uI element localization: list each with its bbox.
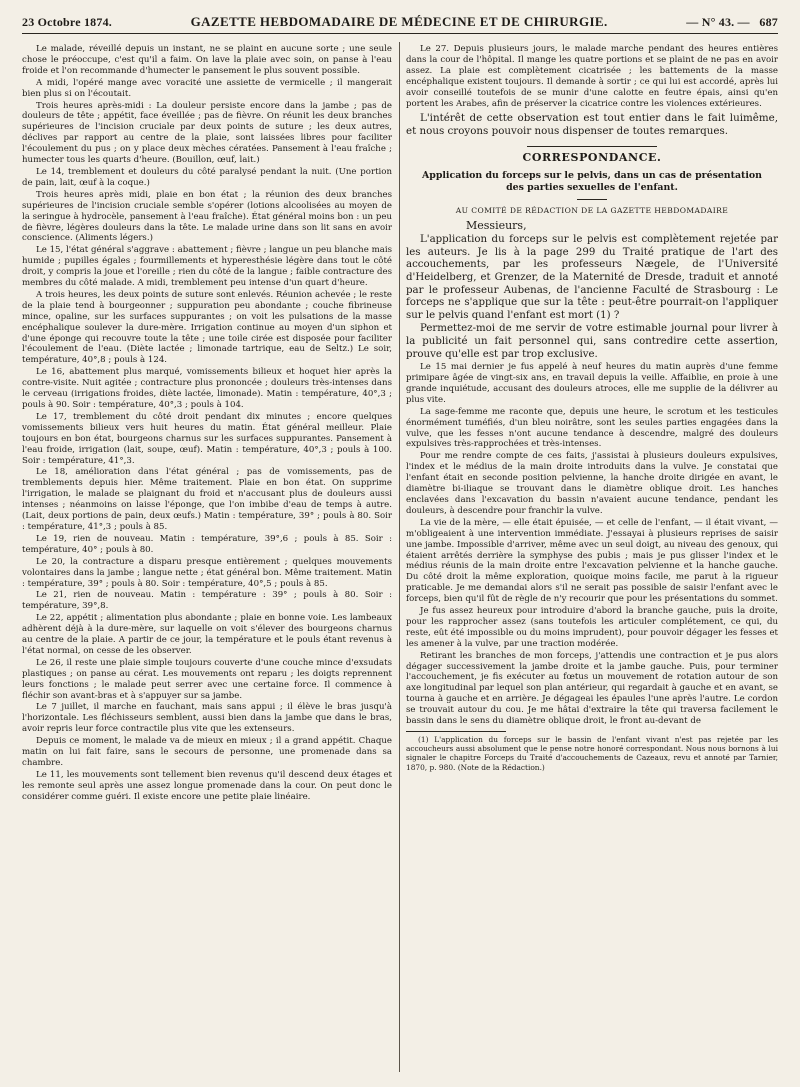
left-column: [22, 44, 392, 804]
title-rule: [577, 199, 607, 200]
paragraph: La vie de la mère, — elle était épuisée, — et celle de l'enfant, — il était vivant, — m'obligeaient à une intervention immédiate. J'essayai à plusieurs reprises de saisir une jambe. Impossible d'arriver, même avec un seul doigt, au niveau des genoux, qui étaient arrêtés derrière la symphyse des pubis ; mais je pus glisser l'index et le médius réunis de la main droite entre l'excavation pelvienne et la hanche gauche. Du côté droit la même exploration, quoique moins facile, me parut à la rigueur praticable. Je me demandai alors s'il ne serait pas possible de saisir l'enfant avec le forceps, bien qu'il fût de règle de n'y recourir que pour les présentations du sommet.: [406, 517, 778, 605]
paragraph: A midi, l'opéré mange avec voracité une assiette de vermicelle ; il mangerait bien plus si on l'écoutait.: [22, 77, 392, 99]
paragraph: Trois heures après midi, plaie en bon état ; la réunion des deux branches supérieures de l'incision cruciale semble s'opérer (lotions alcoolisées au moyen de la seringue à hydrocèle, pansement à l'eau fraîche). État général moins bon : un peu de fièvre, légères douleurs dans la tête. Le malade urine dans son lit sans en avoir conscience. (Aliments légers.): [22, 189, 392, 244]
header-right: [686, 15, 778, 30]
header-date: 23 Octobre 1874.: [22, 15, 112, 29]
paragraph: Le 22, appétit ; alimentation plus abondante ; plaie en bonne voie. Les lambeaux adhèrent déjà à la dure-mère, sur laquelle on voit s'élever des bourgeons charnus au centre de la plaie. A partir de ce jour, la température et le pouls étant revenus à l'état normal, on cesse de les observer.: [22, 613, 392, 656]
column-divider: [399, 42, 400, 1072]
paragraph: Le 7 juillet, il marche en fauchant, mais sans appui ; il élève le bras jusqu'à l'horizontale. Les fléchisseurs semblent, aussi bien dans la jambe que dans le bras, avoir repris leur force contractile plus vite que les extenseurs.: [22, 702, 392, 735]
paragraph: A trois heures, les deux points de suture sont enlevés. Réunion achevée ; le reste de la plaie tend à bourgeonner ; suppuration peu abondante ; couche fibrineuse mince, opaline, sur les surfaces suppurantes ; on voit les pulsations de la masse encéphalique soulever la dure-mère. Irrigation continue au moyen d'un siphon et d'une éponge qui recouvre toute la tête ; une toile cirée est disposée pour faciliter l'écoulement de l'eau. (Diète lactée ; limonade tartrique, eau de Seltz.) Le soir, température, 40°,8 ; pouls à 124.: [22, 289, 392, 366]
paragraph: Le 26, il reste une plaie simple toujours couverte d'une couche mince d'exsudats plastiques ; on panse au cérat. Les mouvements ont reparu ; les doigts reprennent leurs fonctions ; le malade peut serrer avec une certaine force. Il commence à fléchir son avant-bras et à s'appuyer sur sa jambe.: [22, 657, 392, 701]
paragraph: Le 19, rien de nouveau. Matin : température, 39°,6 ; pouls à 85. Soir : température, 40° ; pouls à 80.: [22, 533, 392, 555]
paragraph: Le 14, tremblement et douleurs du côté paralysé pendant la nuit. (Une portion de pain, lait, œuf à la coque.): [22, 166, 392, 188]
footnote-rule: [406, 731, 506, 732]
letter-addressee: AU COMITÉ DE RÉDACTION DE LA GAZETTE HEBDOMADAIRE: [455, 206, 729, 216]
paragraph: Le 17, tremblement du côté droit pendant dix minutes ; encore quelques vomissements bilieux vers huit heures du matin. État général meilleur. Plaie toujours en bon état, bourgeons charnus sur les surfaces suppurantes. Pansement à l'eau froide, irrigation (lait, soupe, œuf). Matin : température, 40°,3 ; pouls à 100. Soir : température, 41°,3.: [22, 411, 392, 466]
issue-number: — N° 43. —: [686, 15, 750, 29]
paragraph: Le 21, rien de nouveau. Matin : température : 39° ; pouls à 80. Soir : température, 39°,8.: [22, 590, 392, 612]
paragraph: Le 16, abattement plus marqué, vomissements bilieux et hoquet hier après la contre-visite. Nuit agitée ; contracture plus prononcée ; douleurs très-intenses dans le cerveau (irrigations froides, diète lactée, limonade). Matin : température, 40°,3 ; pouls à 90. Soir : température, 40°,3 ; pouls à 104.: [22, 367, 392, 410]
letter-intro-2: Permettez-moi de me servir de votre estimable journal pour livrer à la publicité un fait personnel qui, sans contredire cette assertion, prouve qu'elle est par trop exclusive.: [406, 323, 778, 360]
article-title: Application du forceps sur le pelvis, dans un cas de présentation des parties sexuelles de l'enfant.: [421, 170, 762, 193]
observation-continuation: Le 27. Depuis plusieurs jours, le malade marche pendant des heures entières dans la cour de l'hôpital. Il mange les quatre portions et se plaint de ne pas en avoir assez. La plaie est complètement cicatrisée ; les battements de la masse encéphalique existent toujours. Il demande à sortir ; ce qui lui est accordé, après lui avoir conseillé toutefois de se munir d'une calotte en feutre épais, ainsi qu'en portent les Arabes, afin de préserver la cicatrice contre les violences extérieures.: [406, 44, 778, 109]
paragraph: Le malade, réveillé depuis un instant, ne se plaint en aucune sorte ; une seule chose le préoccupe, c'est qu'il a faim. On lave la plaie avec soin, on panse à l'eau froide et l'on recommande d'humecter le pansement le plus souvent possible.: [22, 44, 392, 76]
newspaper-page: [22, 14, 778, 1074]
paragraph: Le 11, les mouvements sont tellement bien revenus qu'il descend deux étages et les remonte seul après une assez longue promenade dans la cour. On peut donc le considérer comme guéri. Il existe encore une petite plaie linéaire.: [22, 769, 392, 802]
journal-title: GAZETTE HEBDOMADAIRE DE MÉDECINE ET DE CHIRURGIE.: [190, 14, 608, 29]
paragraph: Le 18, amélioration dans l'état général ; pas de vomissements, pas de tremblements depuis hier. Même traitement. Plaie en bon état. On supprime l'irrigation, le malade se plaignant du froid et n'accusant plus de douleurs aussi intenses ; néanmoins on laisse l'éponge, que l'on imbibe d'eau de temps à autre. (Lait, deux portions de pain, deux œufs.) Matin : température, 39° ; pouls à 80. Soir : température, 41°,3 ; pouls à 85.: [22, 467, 392, 532]
paragraph: Je fus assez heureux pour introduire d'abord la branche gauche, puis la droite, pour les rapprocher assez (sans toutefois les articuler complétement, ce qui, du reste, eût été impossible ou du moins imprudent), pour pouvoir dégager les fesses et les amener à la vulve, par une traction modérée.: [406, 606, 778, 649]
two-column-body: [22, 38, 778, 1074]
letter-salutation: Messieurs,: [466, 219, 527, 233]
paragraph: Trois heures après-midi : La douleur persiste encore dans la jambe ; pas de douleurs de tête ; appétit, face éveillée ; pas de fièvre. On réunit les deux branches supérieures de l'incision cruciale par deux points de suture ; les deux autres, déclives par rapport au centre de la plaie, sont laissées libres pour faciliter l'écoulement du pus ; on y place deux mèches cératées. Pansement à l'eau fraîche ; humecter tous les quarts d'heure. (Bouillon, œuf, lait.): [22, 100, 392, 166]
paragraph: La sage-femme me raconte que, depuis une heure, le scrotum et les testicules énormément tuméfiés, d'un bleu noirâtre, sont les seules parties engagées dans la vulve, que les fesses n'ont aucune tendance à descendre, malgré des douleurs expulsives très-rapprochées et très-intenses.: [406, 406, 778, 450]
paragraph: Le 15, l'état général s'aggrave : abattement ; fièvre ; langue un peu blanche mais humide ; pupilles égales ; fourmillements et hyperesthésie légère dans tout le côté droit, y compris la joue et l'oreille ; rien du côté de la langue ; faible contracture des membres du côté malade. A midi, tremblement peu intense d'un quart d'heure.: [22, 245, 392, 289]
running-header: [22, 14, 778, 34]
paragraph: Le 20, la contracture a disparu presque entièrement ; quelques mouvements volontaires dans la jambe ; langue nette ; état général bon. Même traitement. Matin : température, 39° ; pouls à 80. Soir : température, 40°,5 ; pouls à 85.: [22, 556, 392, 589]
paragraph: Depuis ce moment, le malade va de mieux en mieux ; il a grand appétit. Chaque matin on lui fait faire, sans le secours de personne, une promenade dans sa chambre.: [22, 736, 392, 768]
letter-intro-1: L'application du forceps sur le pelvis est complètement rejetée par les auteurs. Je lis à la page 299 du Traité pratique de l'art des accouchements, par les professeurs Nægele, de l'Université d'Heidelberg, et Grenzer, de la Maternité de Dresde, traduit et annoté par le professeur Aubenas, de l'ancienne Faculté de Strasbourg : Le forceps ne s'applique que sur la tête : peut-être pourrait-on l'appliquer sur le pelvis quand l'enfant est mort (1) ?: [406, 234, 778, 321]
observation-conclusion: L'intérêt de cette observation est tout entier dans le fait luimême, et nous croyons pouvoir nous dispenser de toutes remarques.: [406, 112, 778, 138]
section-title: CORRESPONDANCE.: [522, 151, 662, 165]
paragraph: Le 15 mai dernier je fus appelé à neuf heures du matin auprès d'une femme primipare âgée de vingt-six ans, en travail depuis la veille. Affaiblie, en proie à une grande inquiétude, accusant des douleurs atroces, elle me supplie de la délivrer au plus vite.: [406, 362, 778, 405]
right-column: [406, 44, 778, 772]
footnote: (1) L'application du forceps sur le bassin de l'enfant vivant n'est pas rejetée par les accoucheurs aussi absolument que le pense notre honoré correspondant. Nous nous bornons à lui signaler le chapitre Forceps du Traité d'accouchements de Cazeaux, revu et annoté par Tarnier, 1870, p. 980. (Note de la Rédaction.): [406, 735, 778, 772]
paragraph: Retirant les branches de mon forceps, j'attendis une contraction et je pus alors dégager successivement la jambe droite et la jambe gauche. Puis, pour terminer l'accouchement, je fis exécuter au fœtus un mouvement de rotation autour de son axe longitudinal par lequel son plan antérieur, qui regardait à gauche et en avant, se tourna à gauche et en arrière. Je dégageai les épaules l'une après l'autre. Le cordon se trouvait autour du cou. Je me hâtai d'extraire la tête qui traversa facilement le bassin dans le sens du diamètre oblique droit, le front au-devant de: [406, 650, 778, 727]
paragraph: Pour me rendre compte de ces faits, j'assistai à plusieurs douleurs expulsives, l'index et le médius de la main droite introduits dans la vulve. Je constatai que l'enfant était en seconde position pelvienne, la hanche droite dirigée en avant, le diamètre bi-iliaque se trouvant dans le diamètre oblique droit. Les hanches enclavées dans l'excavation du bassin n'avaient aucune tendance, pendant les douleurs, à descendre pour franchir la vulve.: [406, 451, 778, 516]
section-separator: [527, 146, 657, 147]
page-number: 687: [759, 15, 778, 29]
letter-body: [406, 362, 778, 727]
